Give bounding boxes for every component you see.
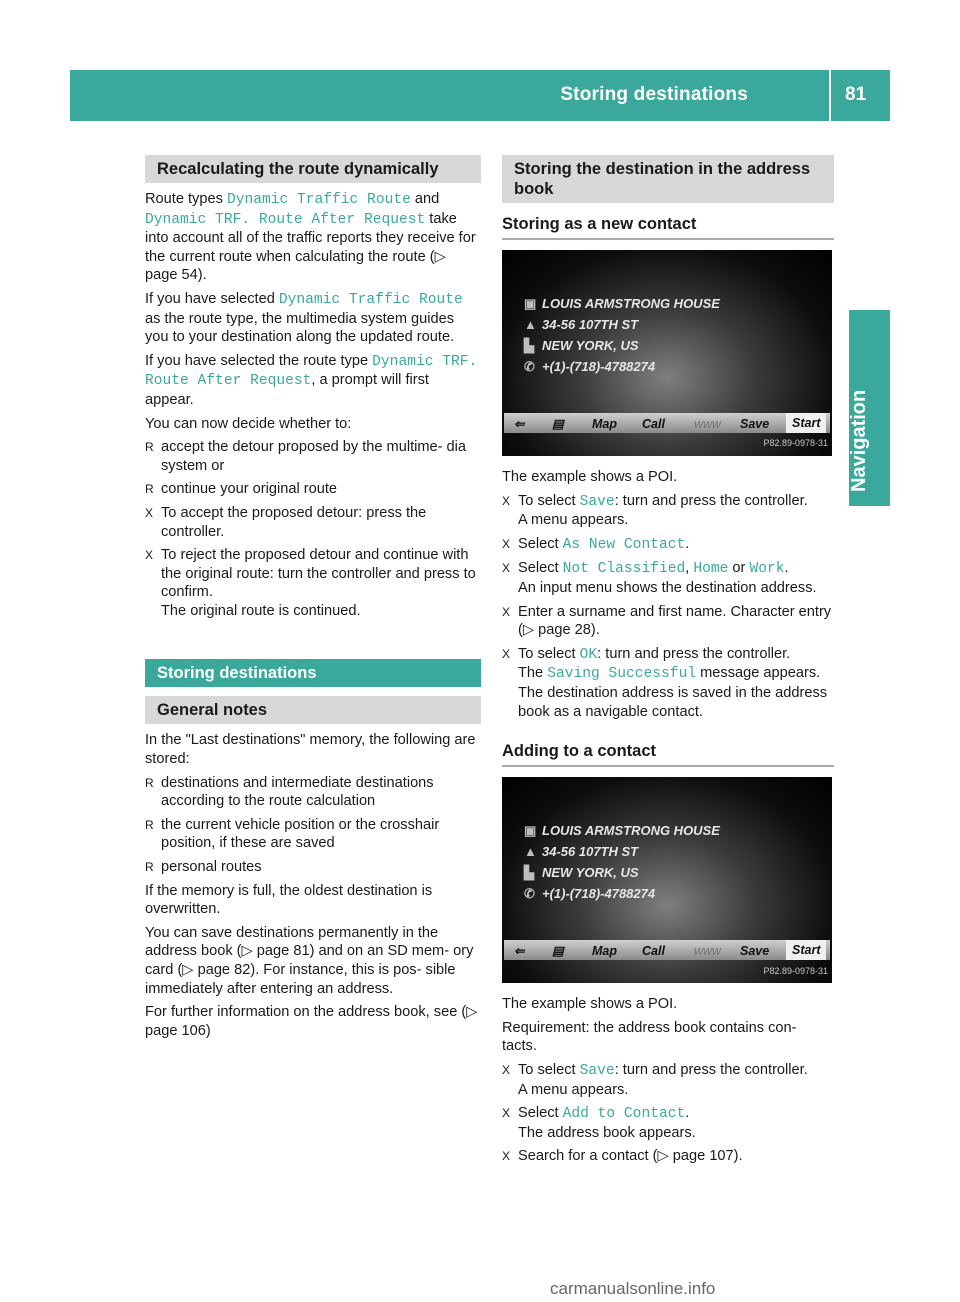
paragraph: If you have selected Dynamic Traffic Route as the route type, the multimedia system guides you to your destination along the updated route. bbox=[145, 290, 463, 346]
paragraph: For further information on the address book, see (▷ page 106) bbox=[145, 1004, 478, 1039]
back-icon: ⇐ bbox=[514, 417, 525, 431]
code-text: As New Contact bbox=[562, 536, 686, 553]
code-text: Dynamic TRF. Route After Request bbox=[145, 211, 426, 228]
menu-save: Save bbox=[740, 417, 770, 431]
code-text: Save bbox=[579, 493, 615, 510]
right-column bbox=[502, 155, 834, 1171]
header-divider bbox=[829, 70, 831, 121]
screen-menu-bar bbox=[504, 940, 830, 960]
step-arrow-icon: X bbox=[145, 505, 154, 520]
phone-icon: ✆ bbox=[524, 359, 535, 374]
bullet-item: R accept the detour proposed by the multime- dia system or bbox=[145, 439, 467, 474]
side-tab bbox=[849, 310, 890, 506]
image-code: P82.89-0978-31 bbox=[763, 965, 828, 976]
section-heading-recalc: Recalculating the route dynamically bbox=[145, 155, 481, 183]
left-column bbox=[145, 155, 481, 1045]
code-text: Dynamic Traffic Route bbox=[226, 192, 411, 208]
road-icon: ▲ bbox=[524, 317, 537, 332]
code-text: Home bbox=[693, 561, 729, 578]
building-icon: ▣ bbox=[524, 296, 537, 311]
contact-icon: ▤ bbox=[552, 417, 564, 431]
screen-menu-bar bbox=[504, 413, 830, 433]
menu-map: Map bbox=[592, 944, 617, 959]
step-item: X To select Save: turn and press the controller. A menu appears. bbox=[502, 1061, 808, 1098]
screen-image bbox=[502, 777, 832, 983]
watermark: carmanualsonline.info bbox=[550, 1279, 716, 1298]
menu-call: Call bbox=[642, 944, 665, 959]
menu-www: www bbox=[694, 417, 722, 431]
subheading-new-contact: Storing as a new contact bbox=[502, 213, 834, 240]
step-item: X To accept the proposed detour: press the controller. bbox=[145, 504, 427, 540]
screen-row: ▣ LOUIS ARMSTRONG HOUSE bbox=[524, 295, 720, 314]
city-icon: ▙ bbox=[524, 865, 534, 881]
paragraph: You can now decide whether to: bbox=[145, 415, 352, 432]
bullet-item: R continue your original route bbox=[145, 481, 338, 498]
code-text: Saving Successful bbox=[547, 666, 697, 683]
bullet-icon: R bbox=[145, 440, 154, 455]
code-text: Not Classified bbox=[562, 561, 686, 578]
paragraph: You can save destinations permanently in the address book (▷ page 81) and on an SD mem- ory card (▷ page 82). For instance, this is pos- sible immediately after entering an address. bbox=[145, 924, 474, 997]
screen-row: ✆ +(1)-(718)-4788274 bbox=[524, 885, 655, 904]
side-tab-label: Navigation bbox=[848, 389, 870, 492]
building-icon: ▣ bbox=[524, 823, 537, 839]
paragraph: If you have selected the route type Dynamic TRF. Route After Request, a prompt will first appear. bbox=[145, 352, 478, 408]
header-bar bbox=[70, 70, 890, 121]
menu-start: Start bbox=[786, 413, 826, 433]
code-text: Work bbox=[749, 561, 785, 578]
paragraph: In the "Last destinations" memory, the following are stored: bbox=[145, 732, 476, 768]
image-code: P82.89-0978-31 bbox=[763, 438, 828, 449]
step-arrow-icon: X bbox=[502, 561, 511, 576]
screen-row: ▲ 34-56 107TH ST bbox=[524, 843, 638, 862]
subheading-adding-contact: Adding to a contact bbox=[502, 740, 834, 767]
step-arrow-icon: X bbox=[502, 1106, 511, 1121]
menu-save: Save bbox=[740, 944, 770, 959]
step-arrow-icon: X bbox=[502, 1149, 511, 1164]
code-text: Save bbox=[579, 1062, 615, 1079]
step-item: X Select As New Contact. bbox=[502, 535, 690, 553]
code-text: Dynamic Traffic Route bbox=[278, 291, 463, 308]
city-icon: ▙ bbox=[524, 338, 534, 353]
header-title bbox=[560, 70, 820, 121]
step-arrow-icon: X bbox=[502, 646, 511, 661]
phone-icon: ✆ bbox=[524, 886, 535, 902]
step-item: X Enter a surname and first name. Character entry (▷ page 28). bbox=[502, 603, 832, 639]
section-heading-addressbook: Storing the destination in the address book bbox=[502, 155, 834, 203]
screen-image bbox=[502, 250, 832, 456]
section-heading-general: General notes bbox=[145, 696, 481, 724]
menu-www: www bbox=[694, 944, 722, 959]
step-arrow-icon: X bbox=[502, 1062, 511, 1077]
step-item: X To reject the proposed detour and continue with the original route: turn the controller and press to confirm. The original route is continued. bbox=[145, 547, 476, 619]
screen-row: ▙ NEW YORK, US bbox=[524, 337, 639, 356]
screen-row: ▣ LOUIS ARMSTRONG HOUSE bbox=[524, 822, 720, 841]
bullet-item: R the current vehicle position or the crosshair position, if these are saved bbox=[145, 816, 440, 852]
step-arrow-icon: X bbox=[145, 548, 154, 563]
contact-icon: ▤ bbox=[552, 944, 564, 959]
menu-start: Start bbox=[786, 940, 826, 960]
menu-call: Call bbox=[642, 417, 665, 431]
step-arrow-icon: X bbox=[502, 493, 511, 508]
paragraph: The example shows a POI. bbox=[502, 996, 678, 1013]
paragraph: Requirement: the address book contains con- tacts. bbox=[502, 1019, 797, 1055]
step-arrow-icon: X bbox=[502, 604, 511, 619]
back-icon: ⇐ bbox=[514, 944, 525, 959]
step-item: X Select Not Classified, Home or Work. An input menu shows the destination address. bbox=[502, 560, 817, 596]
step-item: X To select Save: turn and press the controller. A menu appears. bbox=[502, 492, 808, 529]
paragraph: If the memory is full, the oldest destination is overwritten. bbox=[145, 882, 433, 918]
bullet-item: R destinations and intermediate destinations according to the route calculation bbox=[145, 774, 434, 810]
bullet-icon: R bbox=[145, 482, 154, 497]
screen-row: ▲ 34-56 107TH ST bbox=[524, 316, 638, 335]
bullet-icon: R bbox=[145, 817, 154, 832]
step-item: X Select Add to Contact. The address book appears. bbox=[502, 1105, 696, 1141]
road-icon: ▲ bbox=[524, 844, 537, 860]
code-text: OK bbox=[579, 646, 598, 663]
step-item: X Search for a contact (▷ page 107). bbox=[502, 1148, 743, 1165]
screen-row: ✆ +(1)-(718)-4788274 bbox=[524, 358, 655, 377]
page-number: 81 bbox=[845, 84, 867, 105]
bullet-item: R personal routes bbox=[145, 859, 262, 876]
code-text: Add to Contact bbox=[562, 1106, 686, 1123]
paragraph: The example shows a POI. bbox=[502, 469, 678, 485]
header-title-text: Storing destinations bbox=[560, 84, 748, 105]
section-heading-storing: Storing destinations bbox=[145, 659, 481, 687]
code-text: Dynamic TRF. Route After Request bbox=[145, 353, 478, 390]
step-arrow-icon: X bbox=[502, 536, 511, 551]
screen-row: ▙ NEW YORK, US bbox=[524, 864, 639, 883]
menu-map: Map bbox=[592, 417, 617, 431]
bullet-icon: R bbox=[145, 775, 154, 790]
paragraph: Route types Dynamic Traffic Route and Dynamic TRF. Route After Request take into account all of the traffic reports they receive for the current route when calculating the route (▷ page 54). bbox=[145, 191, 476, 284]
step-item: X To select OK: turn and press the controller. The Saving Successful message appears. The destination address is saved in the address book as a navigable contact. bbox=[502, 645, 828, 720]
bullet-icon: R bbox=[145, 860, 154, 875]
